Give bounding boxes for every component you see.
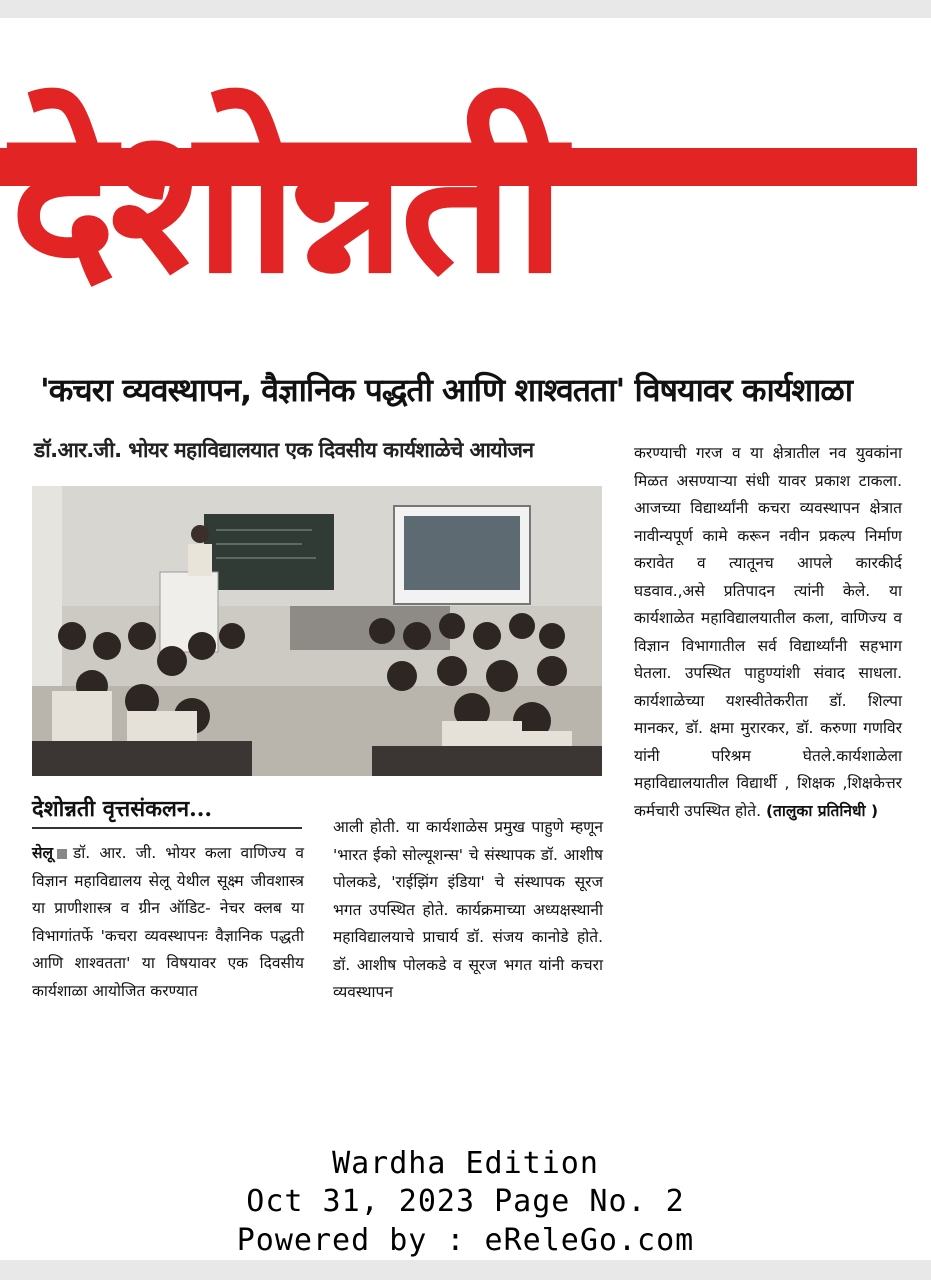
column-1-text: डॉ. आर. जी. भोयर कला वाणिज्य व विज्ञान महाविद्यालय सेलू येथील सूक्ष्म जीवशास्त्र या प्राणीशास्त्र व ग्रीन ऑडिट- नेचर क्लब या विभागांतर्फे 'कचरा व्यवस्थापनः वैज्ञानिक पद्धती आणि शाश्वतता' या विषयावर एक दिवसीय कार्यशाळा आयोजित करण्यात: [32, 844, 304, 1000]
column-2-text: आली होती. या कार्यशाळेस प्रमुख पाहुणे म्हणून 'भारत ईको सोल्यूशन्स' चे संस्थापक डॉ. आशीष पोलकडे, 'राईझिंग इंडिया' चे संस्थापक सूरज भगत उपस्थित होते. कार्यक्रमाच्या अध्यक्षस्थानी महाविद्यालयाचे प्राचार्य डॉ. संजय कानोडे होते. डॉ. आशीष पोलकडे व सूरज भगत यांनी कचरा व्यवस्थापन: [333, 818, 603, 1001]
masthead-title: देशोन्नती: [10, 85, 560, 318]
column-3-text: करण्याची गरज व या क्षेत्रातील नव युवकांना मिळत असण्याऱ्या संधी यावर प्रकाश टाकला. आजच्या विद्यार्थ्यांनी कचरा व्यवस्थापन क्षेत्रात नावीन्यपूर्ण कामे करून नवीन प्रकल्प निर्माण करावेत व त्यातूनच आपले कारकीर्द घडवाव.,असे प्रतिपादन त्यांनी केले. या कार्यशाळेत महाविद्यालयातील कला, वाणिज्य व विज्ञान विभागातील सर्व विद्यार्थ्यांनी सहभाग घेतला. उपस्थित पाहुण्यांशी संवाद साधला. कार्यशाळेच्या यशस्वीतेकरीता डॉ. शिल्पा मानकर, डॉ. क्षमा मुरारकर, डॉ. करुणा गणविर यांनी परिश्रम घेतले.कार्यशाळेला महाविद्यालयातील विद्यार्थी , शिक्षक ,शिक्षकेत्तर कर्मचारी उपस्थित होते.: [634, 444, 902, 820]
article-column-1: [32, 840, 304, 1005]
edition-date-page: Oct 31, 2023 Page No. 2: [246, 1184, 685, 1219]
powered-by: Powered by : eReleGo.com: [236, 1223, 695, 1258]
edition-name: Wardha Edition: [332, 1146, 599, 1181]
article-subhead: डॉ.आर.जी. भोयर महाविद्यालयात एक दिवसीय कार्यशाळेचे आयोजन: [34, 438, 534, 462]
dateline-square-icon: [57, 849, 67, 859]
article-headline: 'कचरा व्यवस्थापन, वैज्ञानिक पद्धती आणि शाश्वतता' विषयावर कार्यशाळा: [40, 371, 852, 409]
dateline-place: सेलू: [32, 844, 53, 862]
article-column-2: [333, 814, 603, 1007]
article-photo: [32, 486, 602, 776]
article-byline: देशोन्नती वृत्तसंकलन...: [32, 793, 302, 829]
classroom-photo-illustration: [32, 486, 602, 776]
newspaper-page: [0, 18, 931, 1260]
reporter-credit: (तालुका प्रतिनिधी ): [765, 801, 879, 820]
article-column-3: [634, 440, 902, 825]
masthead: [0, 48, 931, 318]
